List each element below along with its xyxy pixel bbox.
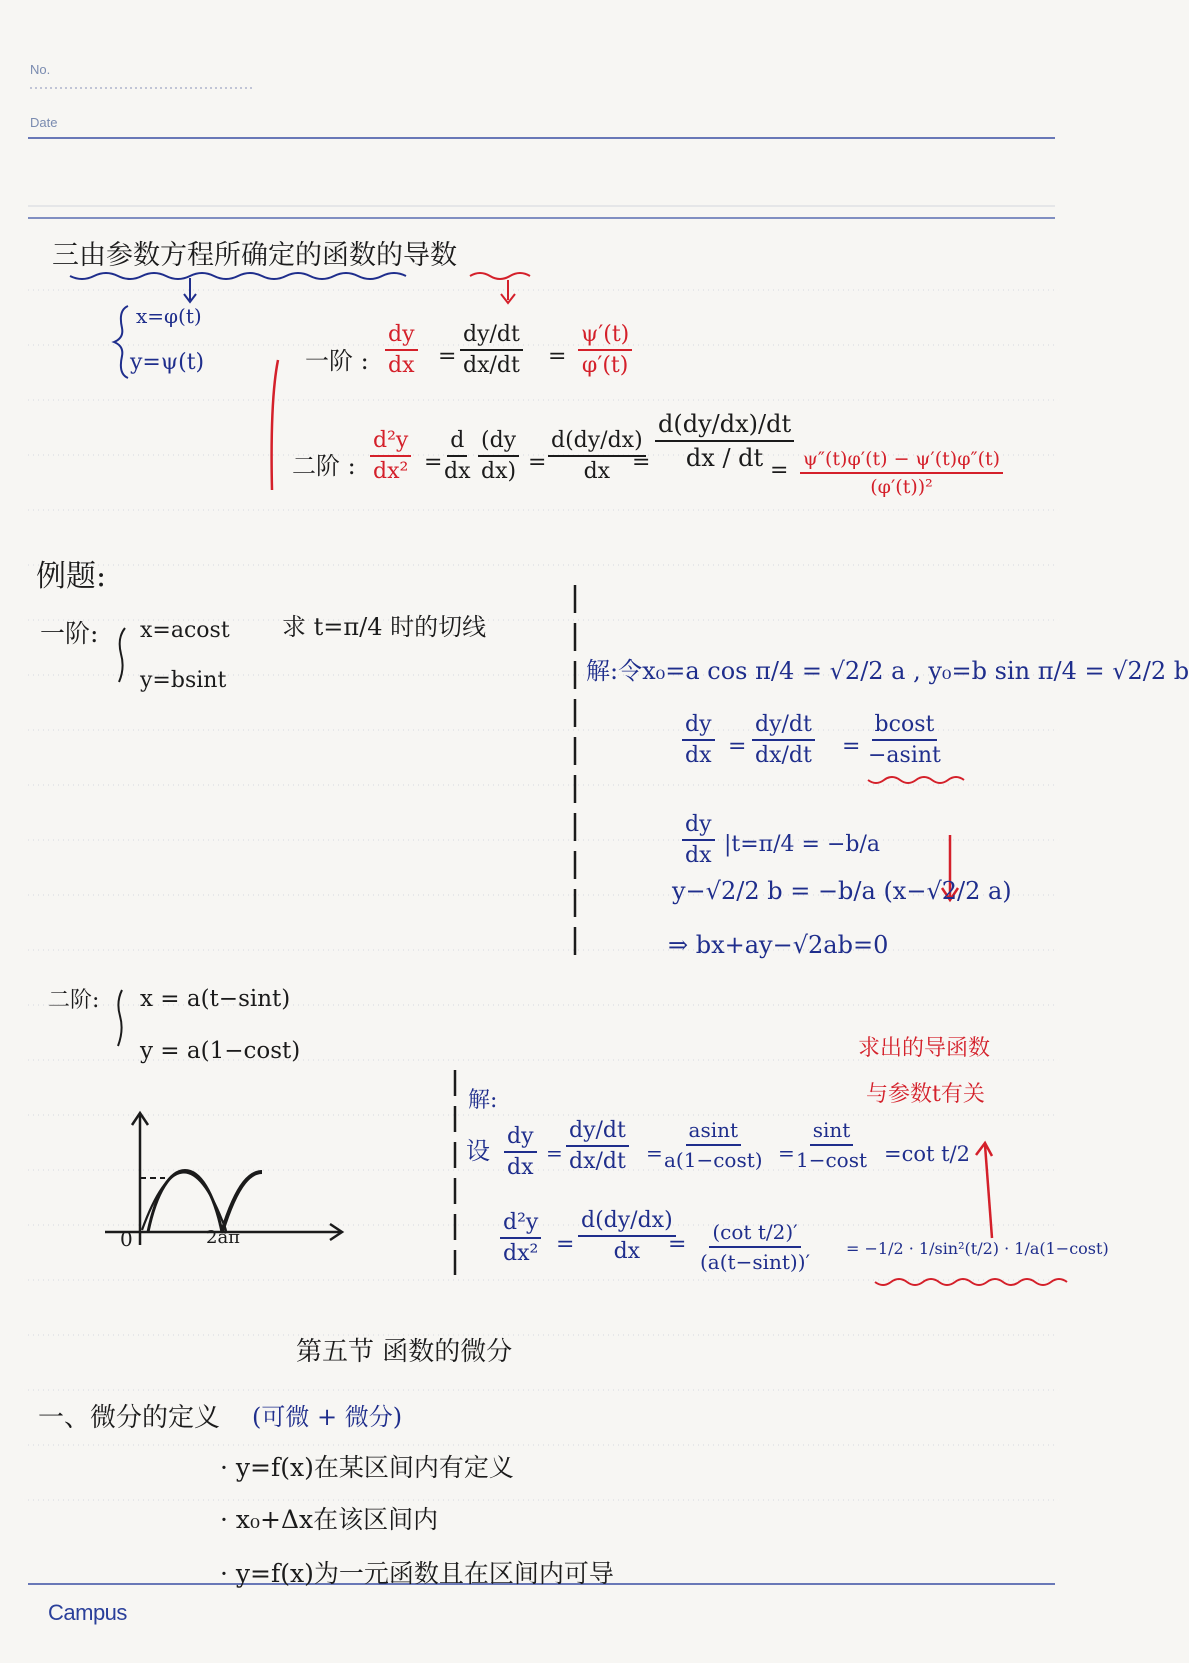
brand-logo: Campus bbox=[48, 1600, 127, 1625]
second-order-label: 二阶 : bbox=[292, 452, 356, 480]
sol2-step2: $\frac{\sin t}{1-\cos t}$ bbox=[796, 1118, 868, 1172]
eq-sign: = bbox=[556, 1232, 575, 1257]
def-title: 一、微分的定义 bbox=[38, 1403, 221, 1433]
section-title: 三由参数方程所确定的函数的导数 bbox=[52, 240, 457, 271]
d-dx-frac: $\frac{d}{dx}$ bbox=[444, 428, 471, 484]
solution-label: 解: bbox=[586, 657, 619, 685]
dy-dx-paren: $\frac{(dy}{dx)}$ bbox=[478, 428, 519, 484]
param-x: x=φ(t) bbox=[136, 304, 202, 328]
sol2-cot-result: =cot t/2 bbox=[884, 1142, 970, 1166]
sol2-d2-frac: $\frac{\text{(cot t/2)′}}{(a(t-\sin t))'}$ bbox=[700, 1220, 811, 1274]
solution-line1-text: 令x₀=a cos π/4 = √2/2 a , y₀=b sin π/4 = √2/2 b bbox=[618, 657, 1189, 685]
slope-dydx: $\frac{dy}{dx}$ bbox=[682, 812, 715, 868]
second-d2ydx2: $\frac{\text{d²y}}{\text{dx²}}$ bbox=[370, 428, 411, 484]
note-line1: 求出的导函数 bbox=[858, 1036, 991, 1061]
sol2-dydx: $\frac{dy}{dx}$ bbox=[504, 1124, 537, 1180]
d-dydx-over-dx: $\frac{d(dy/dx)}{dx}$ bbox=[548, 428, 646, 484]
sol2-set-word: 设 bbox=[466, 1137, 490, 1165]
date-label: Date bbox=[30, 115, 58, 130]
sol2-d2-result: = −1/2 · 1/sin²(t/2) · 1/a(1−cost) bbox=[846, 1239, 1109, 1258]
bullet1: · y=f(x)在某区间内有定义 bbox=[220, 1453, 514, 1482]
first-result: $\frac{\psi'(t)}{\varphi'(t)}$ bbox=[578, 322, 632, 378]
tangent-equation: y−√2/2 b = −b/a (x−√2/2 a) bbox=[672, 877, 1012, 905]
first-dydt-dxdt: $\frac{dy/dt}{dx/dt}$ bbox=[460, 322, 523, 378]
no-label: No. bbox=[30, 62, 51, 77]
param-y: y=ψ(t) bbox=[130, 350, 205, 375]
sol-dydx: $\frac{dy}{dx}$ bbox=[682, 712, 715, 768]
example2-y-eq: y = a(1−cost) bbox=[140, 1038, 301, 1064]
eq-sign: = bbox=[438, 344, 457, 369]
second-result: $\frac{\psi''(t)\varphi'(t) - \psi'(t)\varphi''(t)}{\text{(φ′(t))²}}$ bbox=[800, 448, 1003, 498]
eq-sign: = bbox=[632, 450, 651, 475]
first-dydx: $\frac{dy}{dx}$ bbox=[385, 322, 418, 378]
eq-sign: = bbox=[668, 1232, 687, 1257]
example-x-eq: x=acost bbox=[140, 618, 230, 643]
bullet2-text: x₀+Δx在该区间内 bbox=[235, 1505, 439, 1534]
eq-sign: = bbox=[778, 1141, 795, 1165]
def-note: (可微 + 微分) bbox=[252, 1403, 403, 1431]
eq-sign: = bbox=[546, 1141, 563, 1165]
example2-x-eq: x = a(t−sint) bbox=[140, 986, 291, 1012]
bullet2: · x₀+Δx在该区间内 bbox=[220, 1505, 439, 1534]
chapter5-title: 第五节 函数的微分 bbox=[296, 1337, 513, 1367]
bullet1-text: y=f(x)在某区间内有定义 bbox=[235, 1453, 514, 1482]
eq-sign: = bbox=[646, 1141, 663, 1165]
eq-sign: = bbox=[528, 450, 547, 475]
example-title: 例题: bbox=[36, 559, 107, 594]
eq-sign: = bbox=[424, 450, 443, 475]
example-task: 求 t=π/4 时的切线 bbox=[282, 613, 487, 641]
axis-2apai: 2aπ bbox=[206, 1227, 241, 1248]
d-dydx-dt-over-dxdt: $\frac{d(dy/dx)/dt}{dx / dt}$ bbox=[655, 410, 794, 472]
sol2-d-dydx-dx: $\frac{d(dy/dx)}{dx}$ bbox=[578, 1208, 676, 1264]
example-y-eq: y=bsint bbox=[140, 668, 227, 693]
sol2-label: 解: bbox=[468, 1088, 498, 1113]
tangent-result: ⇒ bx+ay−√2ab=0 bbox=[668, 931, 889, 959]
example-first-label: 一阶: bbox=[40, 619, 99, 648]
sol2-d2ydx2: $\frac{\text{d²y}}{\text{dx²}}$ bbox=[500, 1210, 541, 1266]
eq-sign: = bbox=[770, 458, 789, 483]
example2-label: 二阶: bbox=[48, 988, 100, 1013]
eq-sign: = bbox=[842, 734, 861, 759]
sol-dydt-dxdt: $\frac{dy/dt}{dx/dt}$ bbox=[752, 712, 815, 768]
bullet3: · y=f(x)为一元函数且在区间内可导 bbox=[220, 1559, 614, 1588]
slope-value: |t=π/4 = −b/a bbox=[724, 832, 881, 857]
sol-dydx-result: $\frac{bcost}{-asint}$ bbox=[868, 712, 941, 768]
bullet3-text: y=f(x)为一元函数且在区间内可导 bbox=[235, 1559, 614, 1588]
eq-sign: = bbox=[728, 734, 747, 759]
sol2-dydt-dxdt: $\frac{dy/dt}{dx/dt}$ bbox=[566, 1118, 629, 1174]
first-order-label: 一阶 : bbox=[305, 347, 369, 375]
eq-sign: = bbox=[548, 344, 567, 369]
sol2-step1: $\frac{asint}{a(1-\cos t)}$ bbox=[664, 1118, 763, 1172]
axis-zero: 0 bbox=[120, 1227, 133, 1251]
note-line2: 与参数t有关 bbox=[866, 1082, 985, 1107]
